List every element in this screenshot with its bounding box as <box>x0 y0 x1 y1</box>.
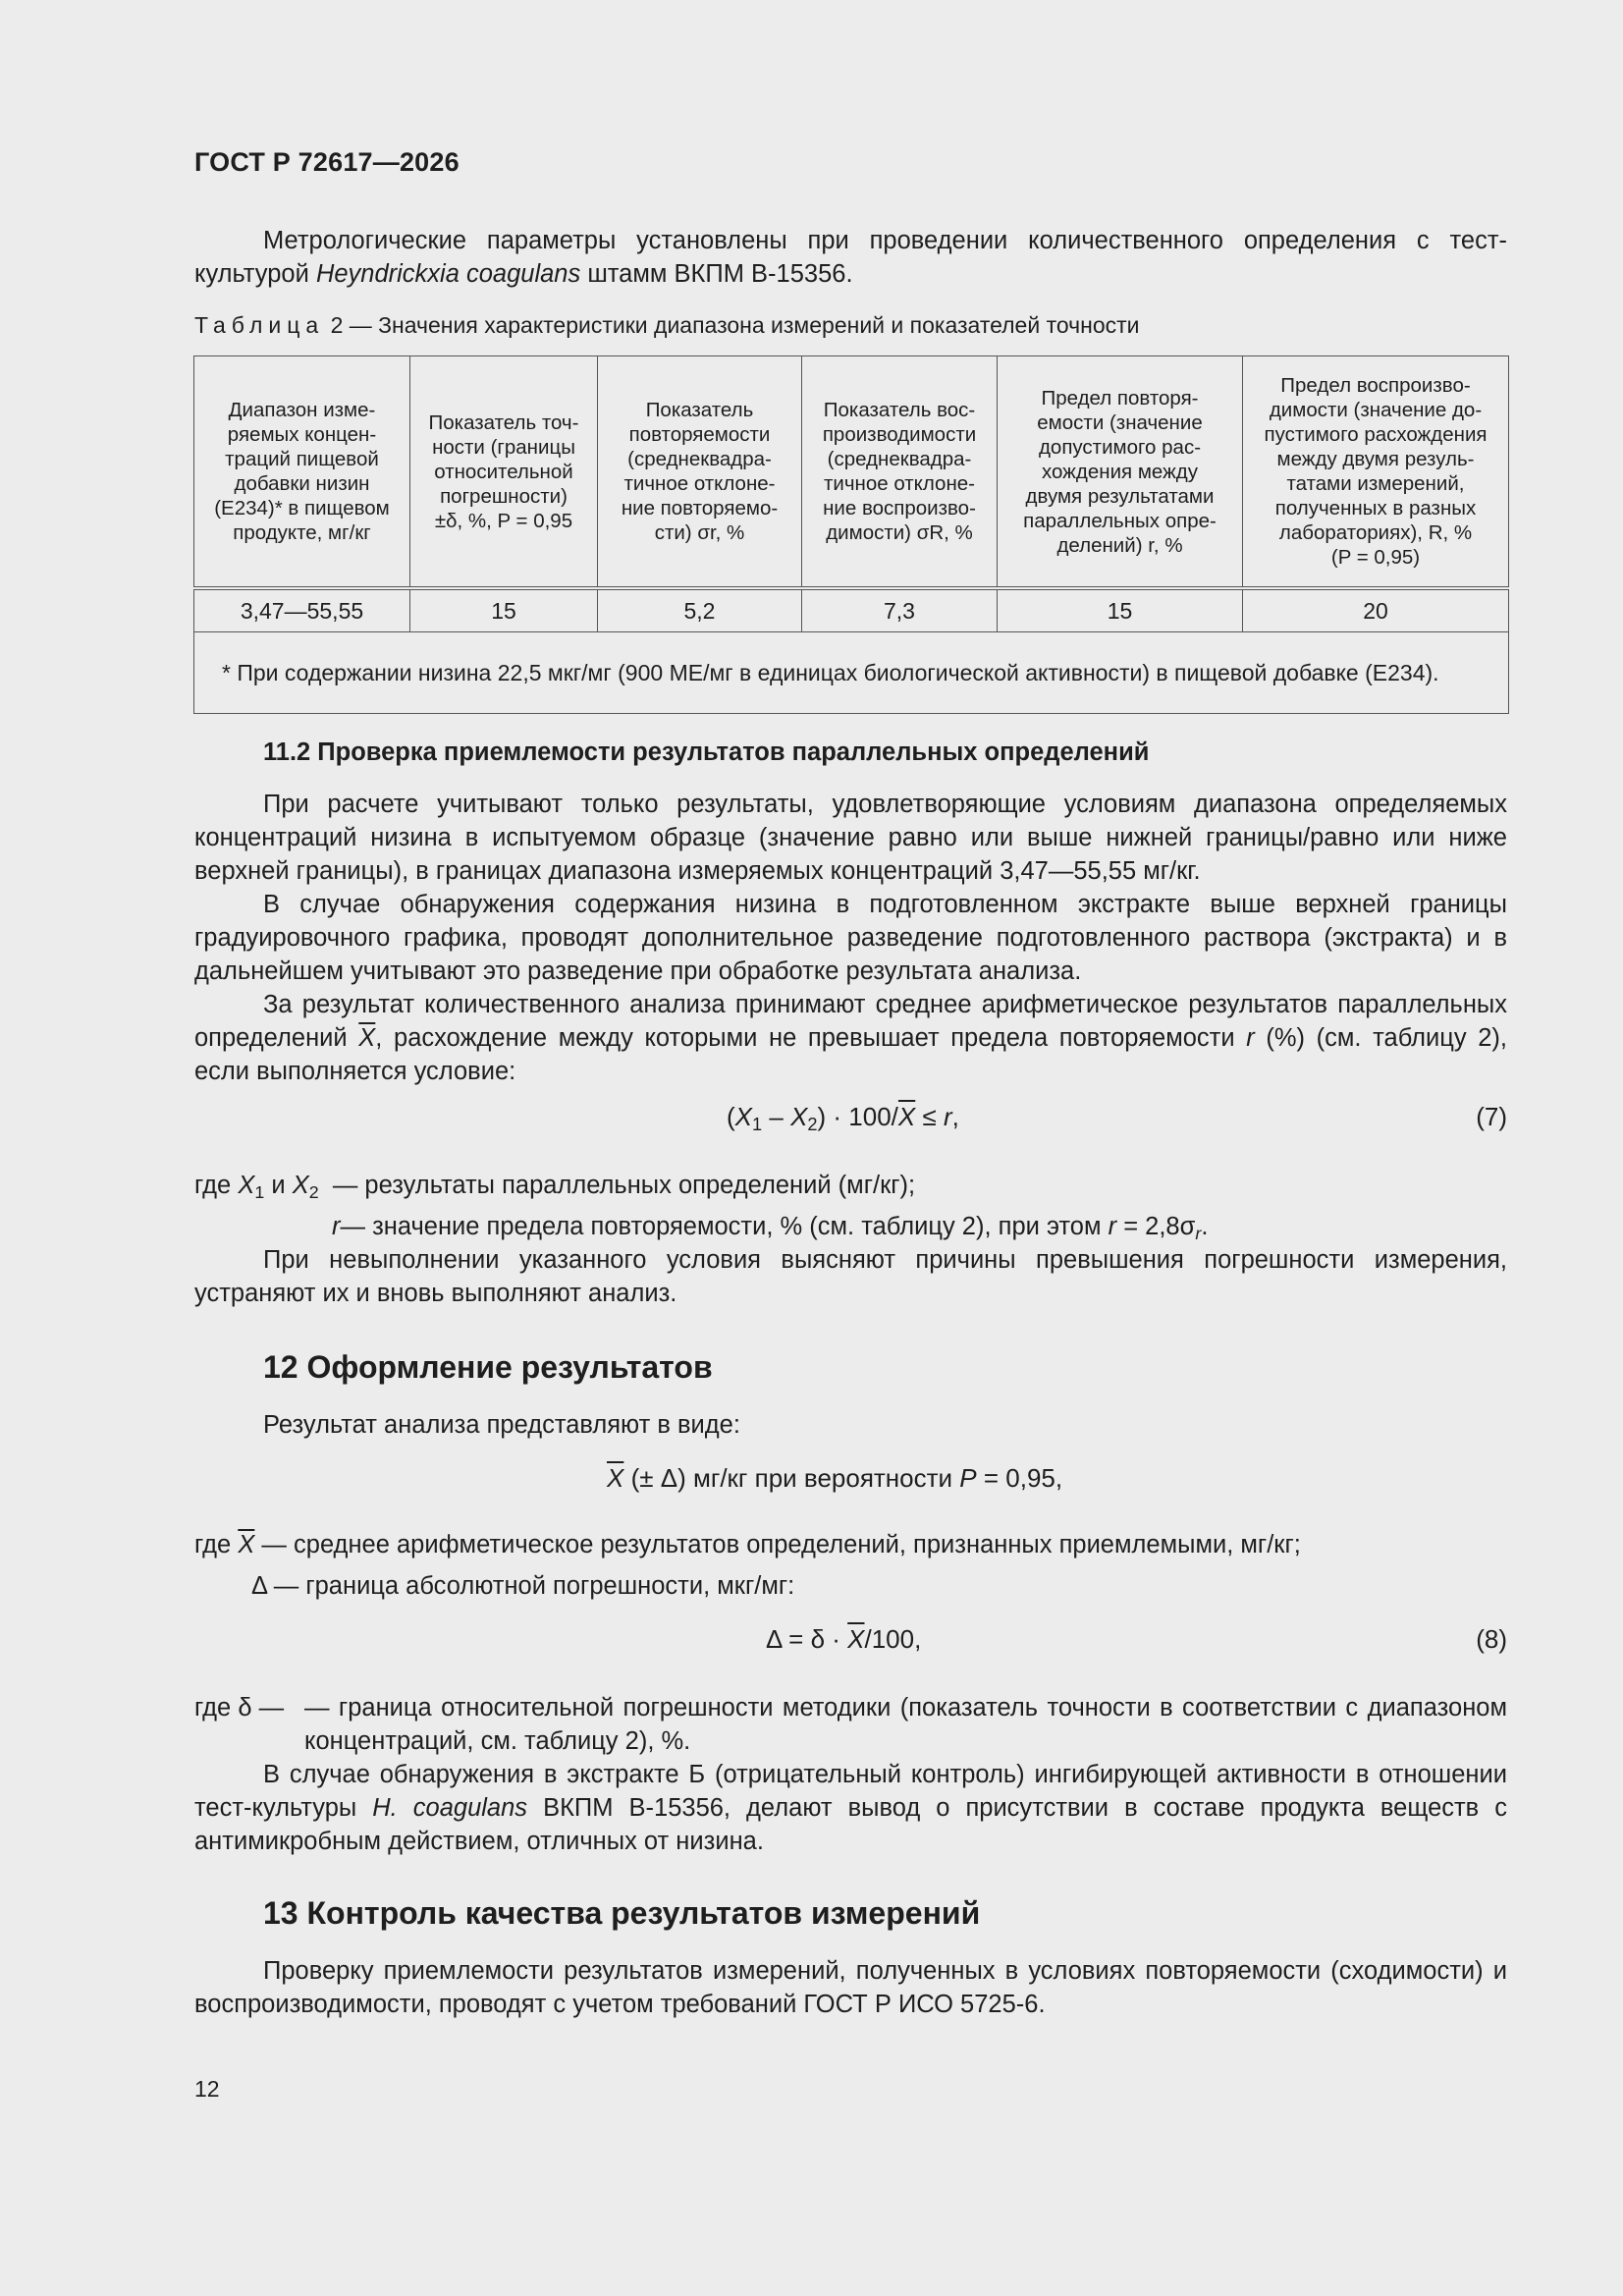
section-13-title: 13 Контроль качества результатов измерений <box>263 1895 981 1931</box>
header-text: Диапазон изме- ряемых концен- траций пищевой добавки низин (E234)* в пищевом продукте, мг/кг <box>214 399 390 544</box>
table-cell: 15 <box>410 588 598 632</box>
table-row <box>194 588 1509 632</box>
header-text: Показатель точ- ности (границы относительной погрешности) ±δ, %, P = 0,95 <box>428 410 579 532</box>
table-footnote: * При содержании низина 22,5 мкг/мг (900 МЕ/мг в единицах биологической активности) в пищевой добавке (E234). <box>194 632 1509 714</box>
table-cell: 3,47—55,55 <box>194 588 410 632</box>
table-header-row <box>194 356 1509 589</box>
table-cell: 7,3 <box>802 588 998 632</box>
paragraph: При невыполнении указанного условия выясняют причины превышения погрешности измерения, устраняют их и вновь выполняют анализ. <box>194 1246 1507 1307</box>
definition-delta-small: где δ — — граница относительной погрешности методики (показатель точности в соответствии с диапазоном концентраций, см. таблицу 2), %. <box>194 1694 1507 1755</box>
header-text: Показатель вос- производимости (среднеквадра- тичное отклоне- ние воспроизво- димости) σR, % <box>822 399 977 544</box>
paragraph: Проверку приемлемости результатов измерений, полученных в условиях повторяемости (сходимости) и воспроизводимости, проводят с учетом требований ГОСТ Р ИСО 5725-6. <box>194 1957 1507 2018</box>
section-12-title: 12 Оформление результатов <box>263 1349 713 1385</box>
formula-7: $(X_1 - X_2) \cdot 100/\overline{X} \le r$, <box>727 1102 959 1134</box>
table-cell: 15 <box>998 588 1243 632</box>
paragraph: В случае обнаружения содержания низина в подготовленном экстракте выше верхней границы градуировочного графика, проводят дополнительное разведение подготовленного раствора (экстракта) и в дальнейшем учитывают это разведение при обработке результата анализа. <box>194 891 1507 985</box>
intro-paragraph: Метрологические параметры установлены при проведении количественного определения с тест-культурой Heyndrickxia coagulans штамм ВКПМ В-15356. <box>194 227 1507 288</box>
table-footnote-row <box>194 632 1509 714</box>
header-text: Показатель повторяемости (среднеквадра- тичное отклоне- ние повторяемо- сти) σr, % <box>621 399 779 544</box>
header-text: Предел воспроизво- димости (значение до- пустимого расхождения между двумя резуль- татами измерений, полученных в разных лабораториях), R, % (P = 0,95) <box>1264 374 1488 569</box>
header-cell <box>194 356 410 589</box>
organism-name: Heyndrickxia coagulans <box>315 260 581 288</box>
paragraph: За результат количественного анализа принимают среднее арифметическое результатов параллельных определений $\overline{X}$, расхождение между которыми не превышает предела повторяемости r (%) (см. таблицу 2), если выполняется условие: <box>194 991 1508 1085</box>
header-cell <box>598 356 802 589</box>
header-text: Предел повторя- емости (значение допустимого рас- хождения между двумя результатами параллельных опре- делений) r, % <box>1023 386 1217 557</box>
header-cell <box>410 356 598 589</box>
definition-delta: Δ — граница абсолютной погрешности, мкг/мг: <box>251 1572 795 1600</box>
equation-number: (8) <box>1476 1624 1507 1654</box>
header-cell <box>998 356 1243 589</box>
formula-8: $\Delta = \delta \cdot \overline{X}/100$, <box>766 1624 922 1654</box>
table-cell: 5,2 <box>598 588 802 632</box>
paragraph: В случае обнаружения в экстракте Б (отрицательный контроль) ингибирующей активности в отношении тест-культуры H. coagulans ВКПМ В-15356, делают вывод о присутствии в составе продукта веществ с антимикробным действием, отличных от низина. <box>194 1761 1507 1855</box>
header-cell <box>1243 356 1509 589</box>
page-number: 12 <box>194 2076 220 2102</box>
equation-number: (7) <box>1476 1102 1507 1131</box>
definition-x1-x2: где $X_1$ и $X_2$ — результаты параллельных определений (мг/кг); <box>194 1172 916 1202</box>
document-id: ГОСТ Р 72617—2026 <box>194 147 460 177</box>
header-cell <box>802 356 998 589</box>
paragraph: Результат анализа представляют в виде: <box>263 1411 740 1439</box>
table-caption: Таблица 2 — Значения характеристики диапазона измерений и показателей точности <box>194 312 1140 338</box>
metrology-table <box>193 355 1509 714</box>
definition-x-mean: где $\overline{X}$ — среднее арифметическое результатов определений, признанных приемлемыми, мг/кг; <box>194 1531 1301 1558</box>
section-11-2-title: 11.2 Проверка приемлемости результатов параллельных определений <box>263 738 1150 766</box>
definition-r: r— значение предела повторяемости, % (см. таблицу 2), при этом $r = 2,8\sigma_r$. <box>332 1213 1209 1243</box>
result-formula: $\overline{X}$ (± Δ) мг/кг при вероятности P = 0,95, <box>607 1463 1063 1493</box>
table-cell: 20 <box>1243 588 1509 632</box>
paragraph: При расчете учитывают только результаты, удовлетворяющие условиям диапазона определяемых концентраций низина в испытуемом образце (значение равно или выше нижней границы/равно или ниже верхней границы), в границах диапазона измеряемых концентраций 3,47—55,55 мг/кг. <box>194 791 1507 885</box>
